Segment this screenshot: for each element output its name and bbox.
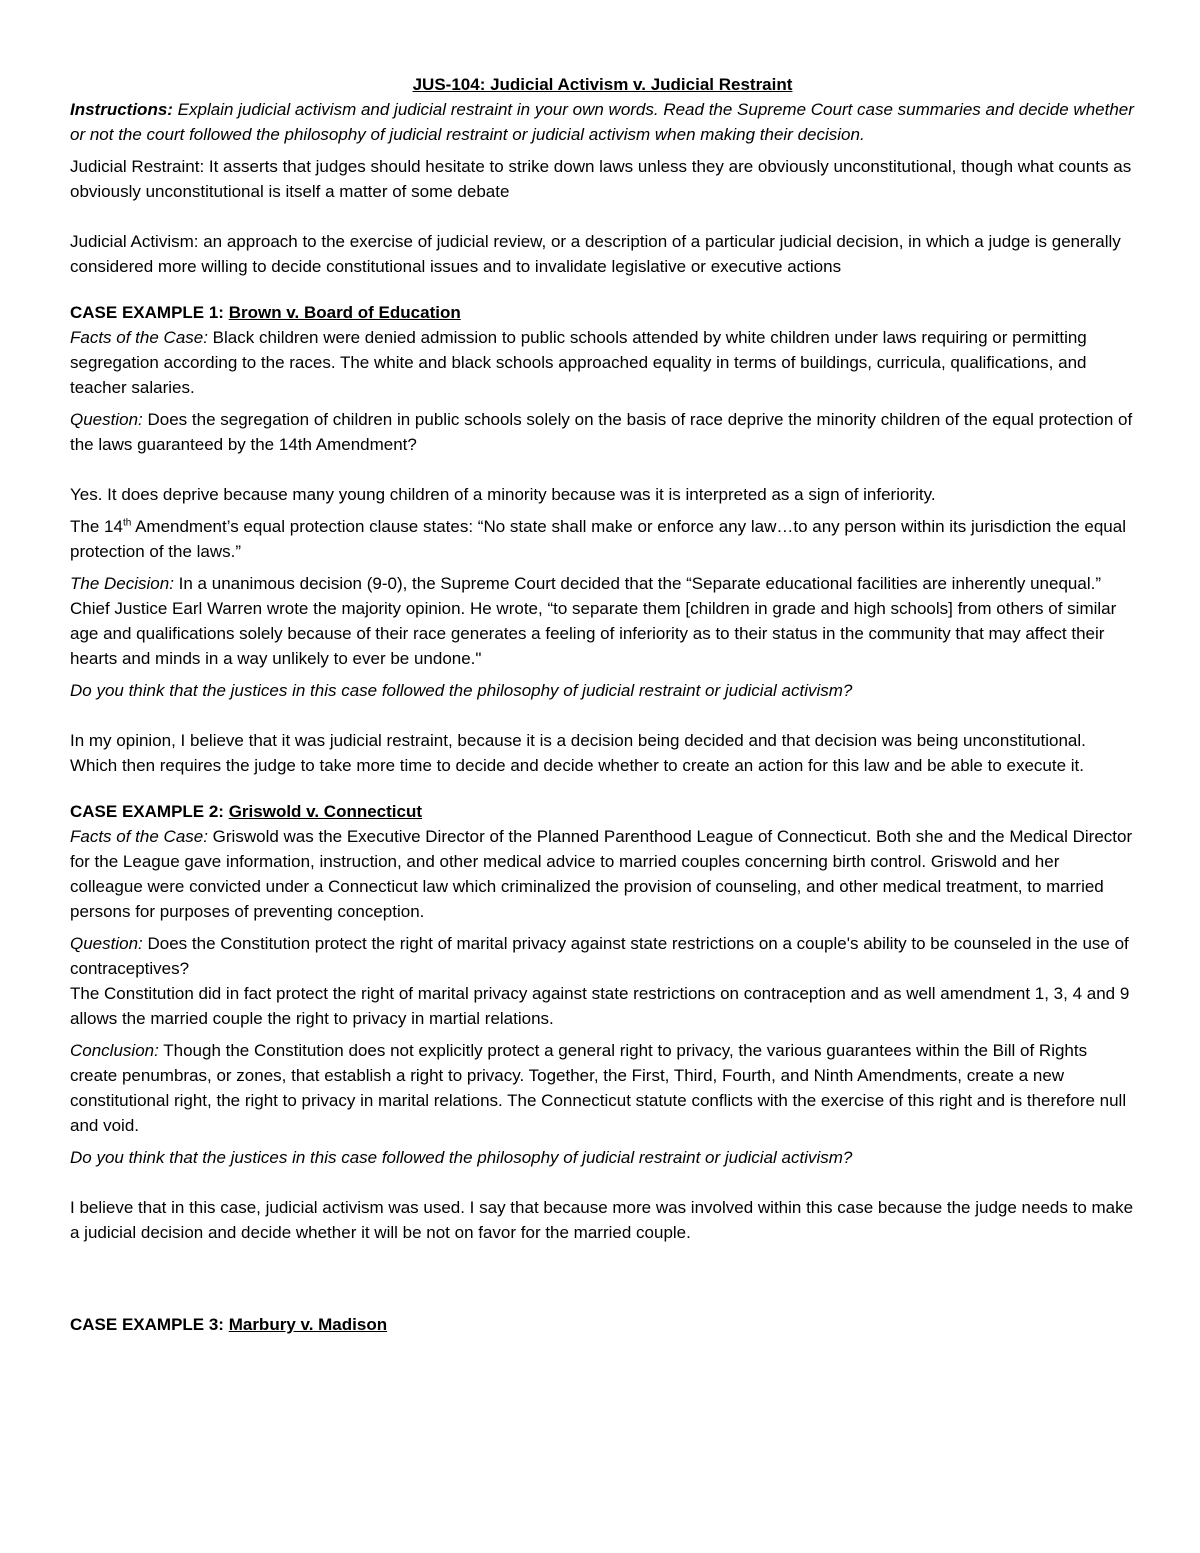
judicial-restraint-definition: Judicial Restraint: It asserts that judges should hesitate to strike down laws unless they are obviously unconstitutional, though what counts as obviously unconstitutional is itself a matter of some debate bbox=[70, 157, 1132, 201]
case-1-amendment bbox=[70, 514, 1135, 564]
case-2-heading bbox=[70, 799, 1135, 824]
case-1-heading bbox=[70, 300, 1135, 325]
case-2-conclusion-label: Conclusion: bbox=[70, 1041, 159, 1060]
case-1-facts-label: Facts of the Case: bbox=[70, 328, 208, 347]
case-2-prompt: Do you think that the justices in this case followed the philosophy of judicial restraint or judicial activism? bbox=[70, 1148, 853, 1167]
case-3-heading-name: Marbury v. Madison bbox=[228, 1315, 388, 1334]
case-2-facts-label: Facts of the Case: bbox=[70, 827, 208, 846]
case-3-heading-label: CASE EXAMPLE 3: bbox=[70, 1315, 229, 1334]
document-title: JUS-104: Judicial Activism v. Judicial Restraint bbox=[412, 75, 793, 94]
case-1-heading-label: CASE EXAMPLE 1: bbox=[70, 303, 229, 322]
case-2-facts bbox=[70, 824, 1135, 924]
case-2-heading-name: Griswold v. Connecticut bbox=[228, 802, 423, 821]
case-2-conclusion-text: Though the Constitution does not explicitly protect a general right to privacy, the various guarantees within the Bill of Rights create penumbras, or zones, that establish a right to privacy. Together, the First, Third, Fourth, and Ninth Amendments, create a new constitutional right, the right to privacy in marital relations. The Connecticut statute conflicts with the exercise of this right and is therefore null and void. bbox=[70, 1041, 1127, 1135]
case-1-question bbox=[70, 407, 1135, 457]
case-1-facts-text: Black children were denied admission to public schools attended by white children under laws requiring or permitting segregation according to the races. The white and black schools approached equality in terms of buildings, curricula, qualifications, and teacher salaries. bbox=[70, 328, 1087, 397]
case-2-answer: The Constitution did in fact protect the right of marital privacy against state restrictions on contraception and as well amendment 1, 3, 4 and 9 allows the married couple the right to privacy in martial relations. bbox=[70, 984, 1130, 1028]
instructions-text: Explain judicial activism and judicial restraint in your own words. Read the Supreme Court case summaries and decide whether or not the court followed the philosophy of judicial restraint or judicial activism when making their decision. bbox=[70, 100, 1134, 144]
case-1-amendment-sup: th bbox=[122, 517, 132, 529]
case-2-response: I believe that in this case, judicial activism was used. I say that because more was involved within this case because the judge needs to make a judicial decision and decide whether it will be not on favor for the married couple. bbox=[70, 1198, 1134, 1242]
case-1-amendment-after: Amendment’s equal protection clause states: “No state shall make or enforce any law…to any person within its jurisdiction the equal protection of the laws.” bbox=[70, 517, 1126, 561]
case-1-amendment-before: The 14 bbox=[70, 517, 123, 536]
case-1-question-text: Does the segregation of children in public schools solely on the basis of race deprive the minority children of the equal protection of the laws guaranteed by the 14th Amendment? bbox=[70, 410, 1133, 454]
case-1-heading-name: Brown v. Board of Education bbox=[228, 303, 461, 322]
case-2-question-text: Does the Constitution protect the right of marital privacy against state restrictions on a couple's ability to be counseled in the use of contraceptives? bbox=[70, 934, 1129, 978]
case-2-heading-label: CASE EXAMPLE 2: bbox=[70, 802, 229, 821]
judicial-activism-definition: Judicial Activism: an approach to the exercise of judicial review, or a description of a particular judicial decision, in which a judge is generally considered more willing to decide constitutional issues and to invalidate legislative or executive actions bbox=[70, 232, 1121, 276]
case-1-decision-label: The Decision: bbox=[70, 574, 174, 593]
case-2-question-label: Question: bbox=[70, 934, 143, 953]
case-1-prompt: Do you think that the justices in this case followed the philosophy of judicial restraint or judicial activism? bbox=[70, 681, 853, 700]
case-1-decision bbox=[70, 571, 1135, 671]
document-page bbox=[70, 72, 1135, 1337]
case-1-question-label: Question: bbox=[70, 410, 143, 429]
case-1-facts bbox=[70, 325, 1135, 400]
case-2-facts-text: Griswold was the Executive Director of the Planned Parenthood League of Connecticut. Both she and the Medical Director for the League gave information, instruction, and other medical advice to married couples concerning birth control. Griswold and her colleague were convicted under a Connecticut law which criminalized the provision of counseling, and other medical treatment, to married persons for purposes of preventing conception. bbox=[70, 827, 1133, 921]
case-3-heading bbox=[70, 1312, 1135, 1337]
case-1-response: In my opinion, I believe that it was judicial restraint, because it is a decision being decided and that decision was being unconstitutional. Which then requires the judge to take more time to decide and decide whether to create an action for this law and be able to execute it. bbox=[70, 731, 1086, 775]
instructions-label: Instructions: bbox=[70, 100, 173, 119]
case-2-conclusion bbox=[70, 1038, 1135, 1138]
case-1-decision-text: In a unanimous decision (9-0), the Supreme Court decided that the “Separate educational facilities are inherently unequal.” Chief Justice Earl Warren wrote the majority opinion. He wrote, “to separate them [children in grade and high schools] from others of similar age and qualifications solely because of their race generates a feeling of inferiority as to their status in the community that may affect their hearts and minds in a way unlikely to ever be undone." bbox=[70, 574, 1117, 668]
instructions-paragraph bbox=[70, 97, 1135, 147]
case-2-question bbox=[70, 931, 1135, 981]
case-1-answer: Yes. It does deprive because many young children of a minority because was it is interpreted as a sign of inferiority. bbox=[70, 485, 936, 504]
